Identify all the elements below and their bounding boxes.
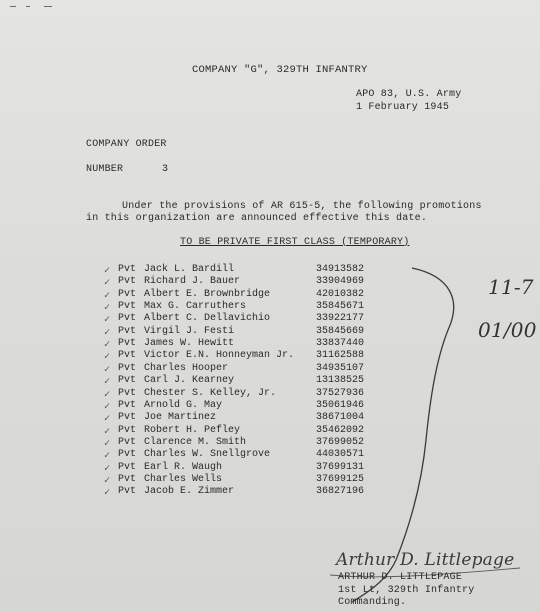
promotion-serial: 35061946: [316, 399, 365, 411]
promotion-rank: Pvt: [118, 276, 137, 288]
promotion-name: Robert H. Pefley: [144, 424, 241, 436]
order-number: 3: [162, 164, 169, 175]
check-mark-icon: ✓: [104, 389, 111, 401]
promotion-rank: Pvt: [118, 301, 137, 313]
promotion-name: Joe Martinez: [144, 412, 217, 424]
check-mark-icon: ✓: [104, 414, 111, 426]
promotion-name: Charles W. Snellgrove: [144, 449, 271, 461]
signer-role: Commanding.: [338, 597, 407, 608]
promotion-name: Charles Wells: [144, 473, 223, 485]
unit-heading: COMPANY "G", 329TH INFANTRY: [192, 64, 368, 76]
check-mark-icon: ✓: [104, 315, 111, 327]
promotion-serial: 34913582: [316, 264, 365, 275]
promotion-serial: 35845669: [316, 325, 365, 337]
signer-title: 1st Lt, 329th Infantry: [338, 585, 475, 596]
promotion-serial: 31162588: [316, 350, 365, 362]
promotion-name: Jacob E. Zimmer: [144, 486, 235, 498]
promotion-rank: Pvt: [118, 424, 137, 436]
promotion-name: Chester S. Kelley, Jr.: [144, 387, 277, 399]
promotion-rank: Pvt: [118, 461, 137, 473]
promotion-name: Virgil J. Festi: [144, 325, 235, 337]
promotion-name: Max G. Carruthers: [144, 301, 247, 313]
promotion-rank: Pvt: [118, 375, 137, 387]
check-mark-icon: ✓: [104, 327, 111, 339]
promotion-serial: 35462092: [316, 424, 365, 436]
check-mark-icon: ✓: [104, 377, 111, 389]
promotion-rank: Pvt: [118, 486, 137, 498]
promotion-rank: Pvt: [118, 436, 137, 448]
check-mark-icon: ✓: [104, 352, 111, 364]
intro-line-2: in this organization are announced effective this date.: [86, 213, 428, 224]
order-label: COMPANY ORDER: [86, 139, 167, 150]
promotion-rank: Pvt: [118, 325, 137, 337]
promotion-rank: Pvt: [118, 362, 137, 374]
promotion-rank: Pvt: [118, 264, 137, 275]
promotion-serial: 37527936: [316, 387, 365, 399]
check-mark-icon: ✓: [104, 364, 111, 376]
promotion-serial: 13138525: [316, 375, 365, 387]
margin-note-2: 01/00: [478, 318, 537, 342]
margin-note-1: 11-7: [488, 275, 534, 299]
check-mark-icon: ✓: [104, 278, 111, 290]
promotion-rank: Pvt: [118, 350, 137, 362]
check-mark-icon: ✓: [104, 451, 111, 463]
promotion-serial: 33904969: [316, 276, 365, 288]
intro-line-1: Under the provisions of AR 615-5, the following promotions: [122, 201, 482, 212]
check-mark-icon: ✓: [104, 340, 111, 352]
promotion-serial: 37699131: [316, 461, 365, 473]
check-mark-icon: ✓: [104, 438, 111, 450]
promotion-rank: Pvt: [118, 399, 137, 411]
signature: Arthur D. Littlepage: [336, 550, 515, 570]
signer-name: ARTHUR D. LITTLEPAGE: [338, 572, 463, 583]
promotion-name: Earl R. Waugh: [144, 461, 223, 473]
section-title: TO BE PRIVATE FIRST CLASS (TEMPORARY): [180, 237, 410, 248]
promotion-name: Jack L. Bardill: [144, 264, 235, 275]
promotion-rank: Pvt: [118, 387, 137, 399]
check-mark-icon: ✓: [104, 475, 111, 487]
promotion-name: Clarence M. Smith: [144, 436, 247, 448]
promotion-serial: 44030571: [316, 449, 365, 461]
promotion-name: Arnold G. May: [144, 399, 223, 411]
promotion-rank: Pvt: [118, 338, 137, 350]
promotion-serial: 34935107: [316, 362, 365, 374]
check-mark-icon: ✓: [104, 303, 111, 315]
promotion-serial: 35845671: [316, 301, 365, 313]
date-line: 1 February 1945: [356, 102, 450, 113]
promotion-rank: Pvt: [118, 412, 137, 424]
location-line: APO 83, U.S. Army: [356, 89, 462, 100]
check-mark-icon: ✓: [104, 266, 111, 277]
order-number-label: NUMBER: [86, 164, 124, 175]
check-mark-icon: ✓: [104, 463, 111, 475]
promotion-serial: 36827196: [316, 486, 365, 498]
promotion-serial: 42010382: [316, 288, 365, 300]
promotion-name: Victor E.N. Honneyman Jr.: [144, 350, 295, 362]
promotion-name: Albert E. Brownbridge: [144, 288, 271, 300]
check-mark-icon: ✓: [104, 401, 111, 413]
promotion-name: Carl J. Kearney: [144, 375, 235, 387]
check-mark-icon: ✓: [104, 488, 111, 500]
promotion-serial: 37699052: [316, 436, 365, 448]
check-mark-icon: ✓: [104, 426, 111, 438]
promotion-name: Richard J. Bauer: [144, 276, 241, 288]
promotion-name: Albert C. Dellavichio: [144, 313, 271, 325]
promotion-rank: Pvt: [118, 288, 137, 300]
promotion-name: Charles Hooper: [144, 362, 229, 374]
promotion-rank: Pvt: [118, 449, 137, 461]
promotion-serial: 33837440: [316, 338, 365, 350]
promotion-serial: 33922177: [316, 313, 365, 325]
check-mark-icon: ✓: [104, 290, 111, 302]
promotion-name: James W. Hewitt: [144, 338, 235, 350]
promotion-rank: Pvt: [118, 473, 137, 485]
promotion-rank: Pvt: [118, 313, 137, 325]
promotion-serial: 37699125: [316, 473, 365, 485]
promotion-serial: 38671004: [316, 412, 365, 424]
